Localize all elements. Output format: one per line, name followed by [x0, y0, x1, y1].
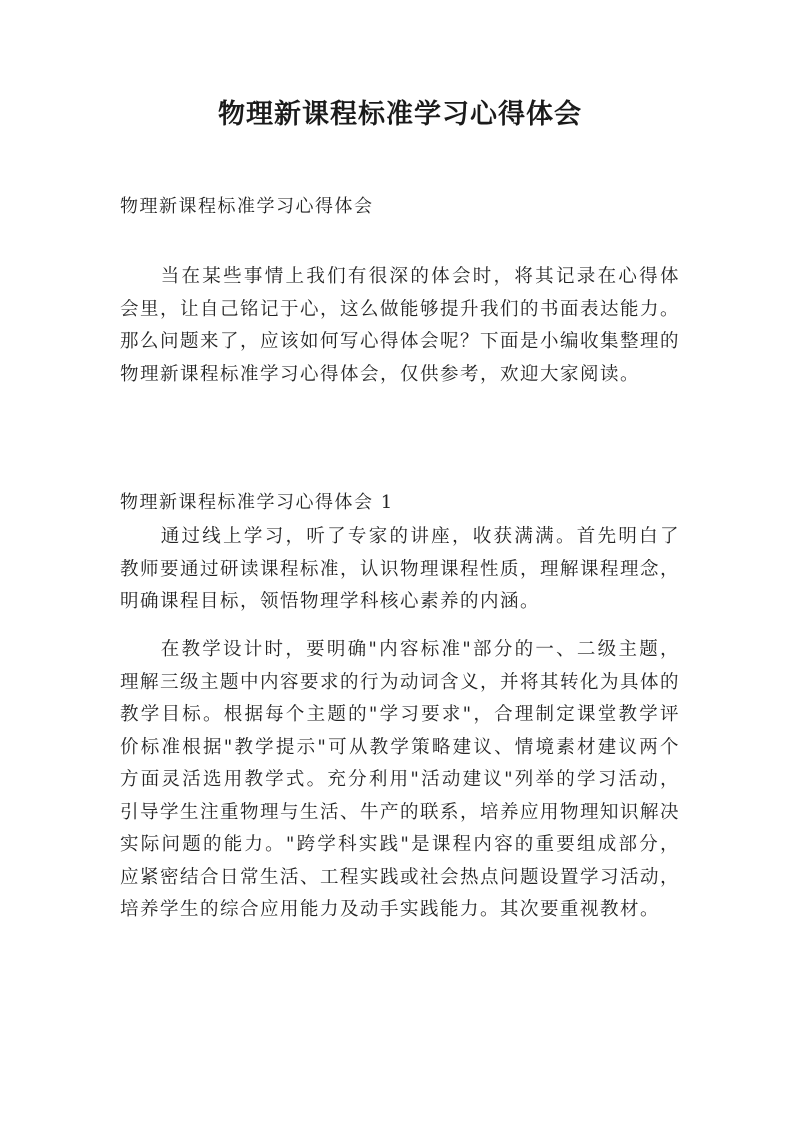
- body-paragraph: 在教学设计时，要明确"内容标准"部分的一、二级主题，理解三级主题中内容要求的行为动词含义，并将其转化为具体的教学目标。根据每个主题的"学习要求"，合理制定课堂教学评价标准根据"教学提示"可从教学策略建议、情境素材建议两个方面灵活选用教学式。充分利用"活动建议"列举的学习活动，引导学生注重物理与生活、牛产的联系，培养应用物理知识解决实际问题的能力。"跨学科实践"是课程内容的重要组成部分，应紧密结合日常生活、工程实践或社会热点问题设置学习活动，培养学生的综合应用能力及动手实践能力。其次要重视教材。: [120, 639, 681, 920]
- document-title: 物理新课程标准学习心得体会: [218, 99, 582, 130]
- intro-paragraph: 当在某些事情上我们有很深的体会时，将其记录在心得体会里，让自己铭记于心，这么做能够提升我们的书面表达能力。那么问题来了，应该如何写心得体会呢？下面是小编收集整理的物理新课程标准学习心得体会，仅供参考，欢迎大家阅读。: [120, 266, 681, 385]
- document-subtitle: 物理新课程标准学习心得体会: [120, 196, 374, 217]
- body-paragraph: 通过线上学习，听了专家的讲座，收获满满。首先明白了教师要通过研读课程标准，认识物理课程性质，理解课程理念，明确课程目标，领悟物理学科核心素养的内涵。: [120, 526, 681, 612]
- section-heading: 物理新课程标准学习心得体会 1: [120, 492, 394, 513]
